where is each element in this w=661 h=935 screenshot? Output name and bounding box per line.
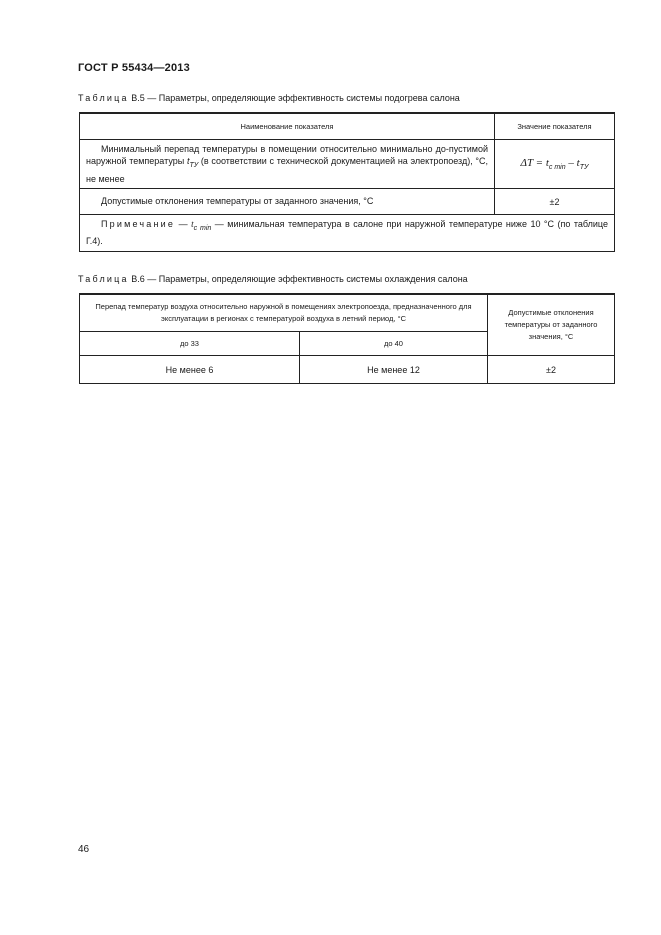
table5-caption [78,93,460,103]
table6-sub-mid: до 40 [300,332,488,356]
table6-val-right: ±2 [488,356,615,384]
document-id: ГОСТ Р 55434—2013 [78,62,190,74]
formula-sub1: c min [548,163,566,171]
table6-caption-text: В.6 — Параметры, определяющие эффективность системы охлаждения салона [131,274,468,284]
table6-header-row [80,294,615,332]
table5-header-row [80,113,615,140]
row2-text: Допустимые отклонения температуры от заданного значения, °С [101,196,374,207]
table5-row2-value: ±2 [495,189,615,215]
note-text: — минимальная температура в салоне при наружной температуре ниже 10 °С (по таблице Г.4). [86,219,608,247]
formula-prefix: ΔT = t [520,157,549,170]
row1-text-a: Минимальный перепад температуры в помещении относительно минимально до-пустимой наружной температуры [86,143,488,167]
page-number: 46 [78,844,90,855]
table5-row1-value [495,140,615,189]
table-row [80,140,615,189]
table5 [79,112,615,252]
table5-col2-header: Значение показателя [495,113,615,140]
table5-caption-word: Таблица [78,93,129,103]
table5-caption-text: В.5 — Параметры, определяющие эффективность системы подогрева салона [131,93,460,103]
table6-header-left: Перепад температур воздуха относительно наружной в помещениях электропоезда, предназначенного для эксплуатации в регионах с температурой воздуха в летний период, °С [80,294,488,332]
table6-val-mid: Не менее 12 [300,356,488,384]
formula-sub2: ТУ [579,163,589,171]
table6 [79,293,615,384]
table6-caption [78,274,468,284]
table6-val-left: Не менее 6 [80,356,300,384]
formula-mid: – t [565,157,580,170]
table-row [80,356,615,384]
note-label: Примечание [101,219,176,230]
table5-col1-header: Наименование показателя [80,113,495,140]
note-t-symbol: t [191,219,194,230]
table5-row2-name [80,189,495,215]
table5-note [80,215,615,252]
table6-header-right: Допустимые отклонения температуры от заданного значения, °С [488,294,615,356]
row1-t-subscript: ТУ [189,162,199,170]
row1-t-symbol: t [186,156,190,167]
table5-note-row [80,215,615,252]
table6-caption-word: Таблица [78,274,129,284]
row1-text-b: (в соответствии с технической документацией на электропоезд), °С, не менее [86,156,489,184]
note-dash: — [175,219,192,230]
table6-sub-left: до 33 [80,332,300,356]
table-row [80,189,615,215]
note-t-subscript: c min [193,224,212,232]
table5-row1-name [80,140,495,189]
